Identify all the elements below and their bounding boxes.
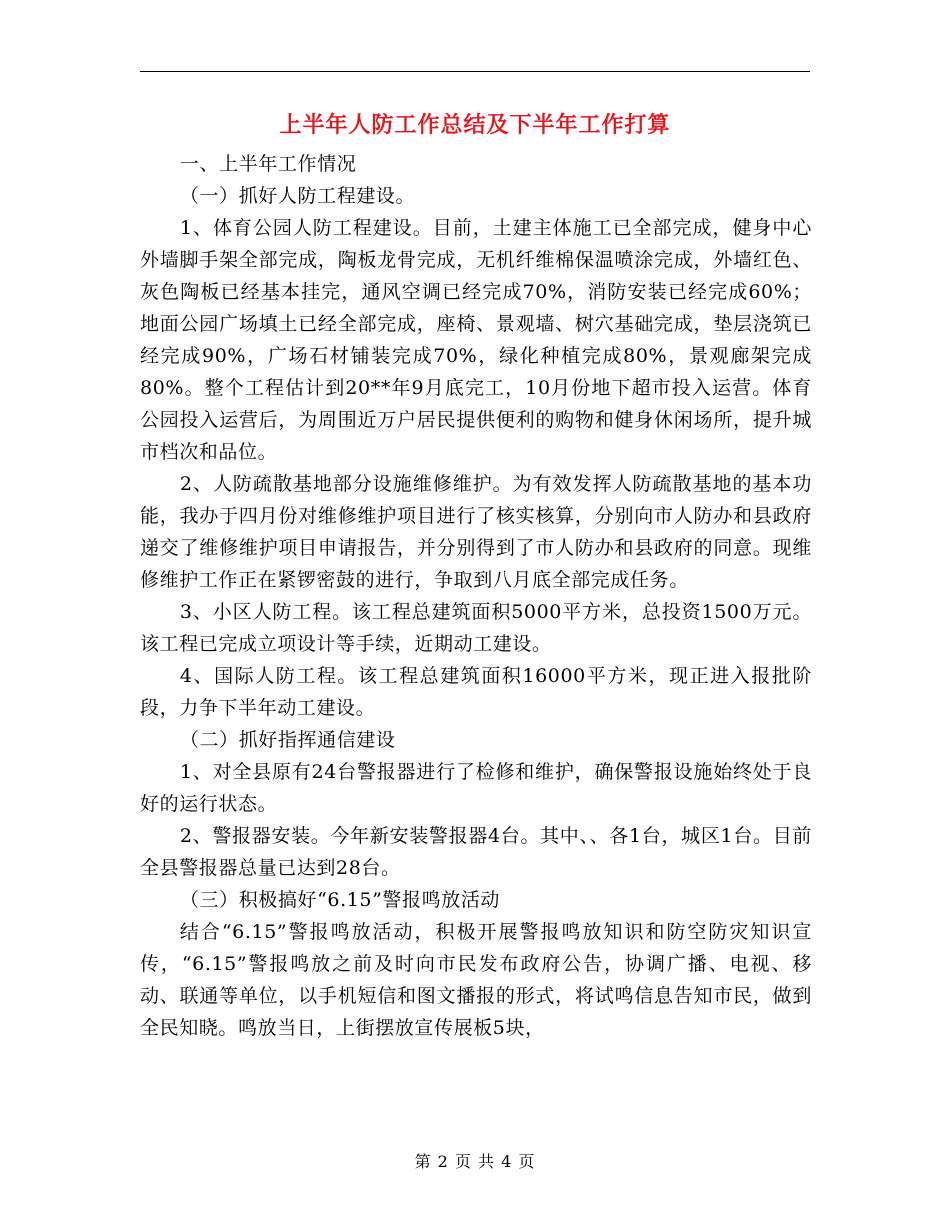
paragraph: 1、体育公园人防工程建设。目前，土建主体施工已全部完成，健身中心外墙脚手架全部完成，陶板龙骨完成，无机纤维棉保温喷涂完成，外墙红色、灰色陶板已经基本挂完，通风空调已经完成70%，消防安装已经完成60%；地面公园广场填土已经全部完成，座椅、景观墙、树穴基础完成，垫层浇筑已经完成90%，广场石材铺装完成70%，绿化种植完成80%，景观廊架完成80%。整个工程估计到20**年9月底完工，10月份地下超市投入运营。体育公园投入运营后，为周围近万户居民提供便利的购物和健身休闲场所，提升城市档次和品位。 [140,217,812,463]
subsection-heading-2: （二）抓好指挥通信建设 [179,729,396,751]
paragraph: 2、人防疏散基地部分设施维修维护。为有效发挥人防疏散基地的基本功能，我办于四月份对维修维护项目进行了核实核算，分别向市人防办和县政府递交了维修维护项目申请报告，并分别得到了市人防办和县政府的同意。现维修维护工作正在紧锣密鼓的进行，争取到八月底全部完成任务。 [140,473,812,591]
document-body [140,148,812,1044]
subsection-heading-3: （三）积极搞好“6.15”警报鸣放活动 [179,889,501,911]
paragraph: 4、国际人防工程。该工程总建筑面积16000平方米，现正进入报批阶段，力争下半年动工建设。 [140,665,812,719]
paragraph: 3、小区人防工程。该工程总建筑面积5000平方米，总投资1500万元。该工程已完成立项设计等手续，近期动工建设。 [140,601,812,655]
paragraph: 结合“6.15”警报鸣放活动，积极开展警报鸣放知识和防空防灾知识宣传，“6.15”警报鸣放之前及时向市民发布政府公告，协调广播、电视、移动、联通等单位，以手机短信和图文播报的形式，将试鸣信息告知市民，做到全民知晓。鸣放当日，上街摆放宣传展板5块， [140,921,812,1039]
paragraph: 1、对全县原有24台警报器进行了检修和维护，确保警报设施始终处于良好的运行状态。 [140,761,812,815]
subsection-heading-1: （一）抓好人防工程建设。 [179,185,416,207]
header-rule [140,71,810,72]
page-footer: 第 2 页 共 4 页 [414,1152,536,1171]
section-heading-1: 一、上半年工作情况 [179,153,357,175]
document-title: 上半年人防工作总结及下半年工作打算 [279,112,671,138]
paragraph: 2、警报器安装。今年新安装警报器4台。其中、、各1台，城区1台。目前全县警报器总量已达到28台。 [140,825,812,879]
